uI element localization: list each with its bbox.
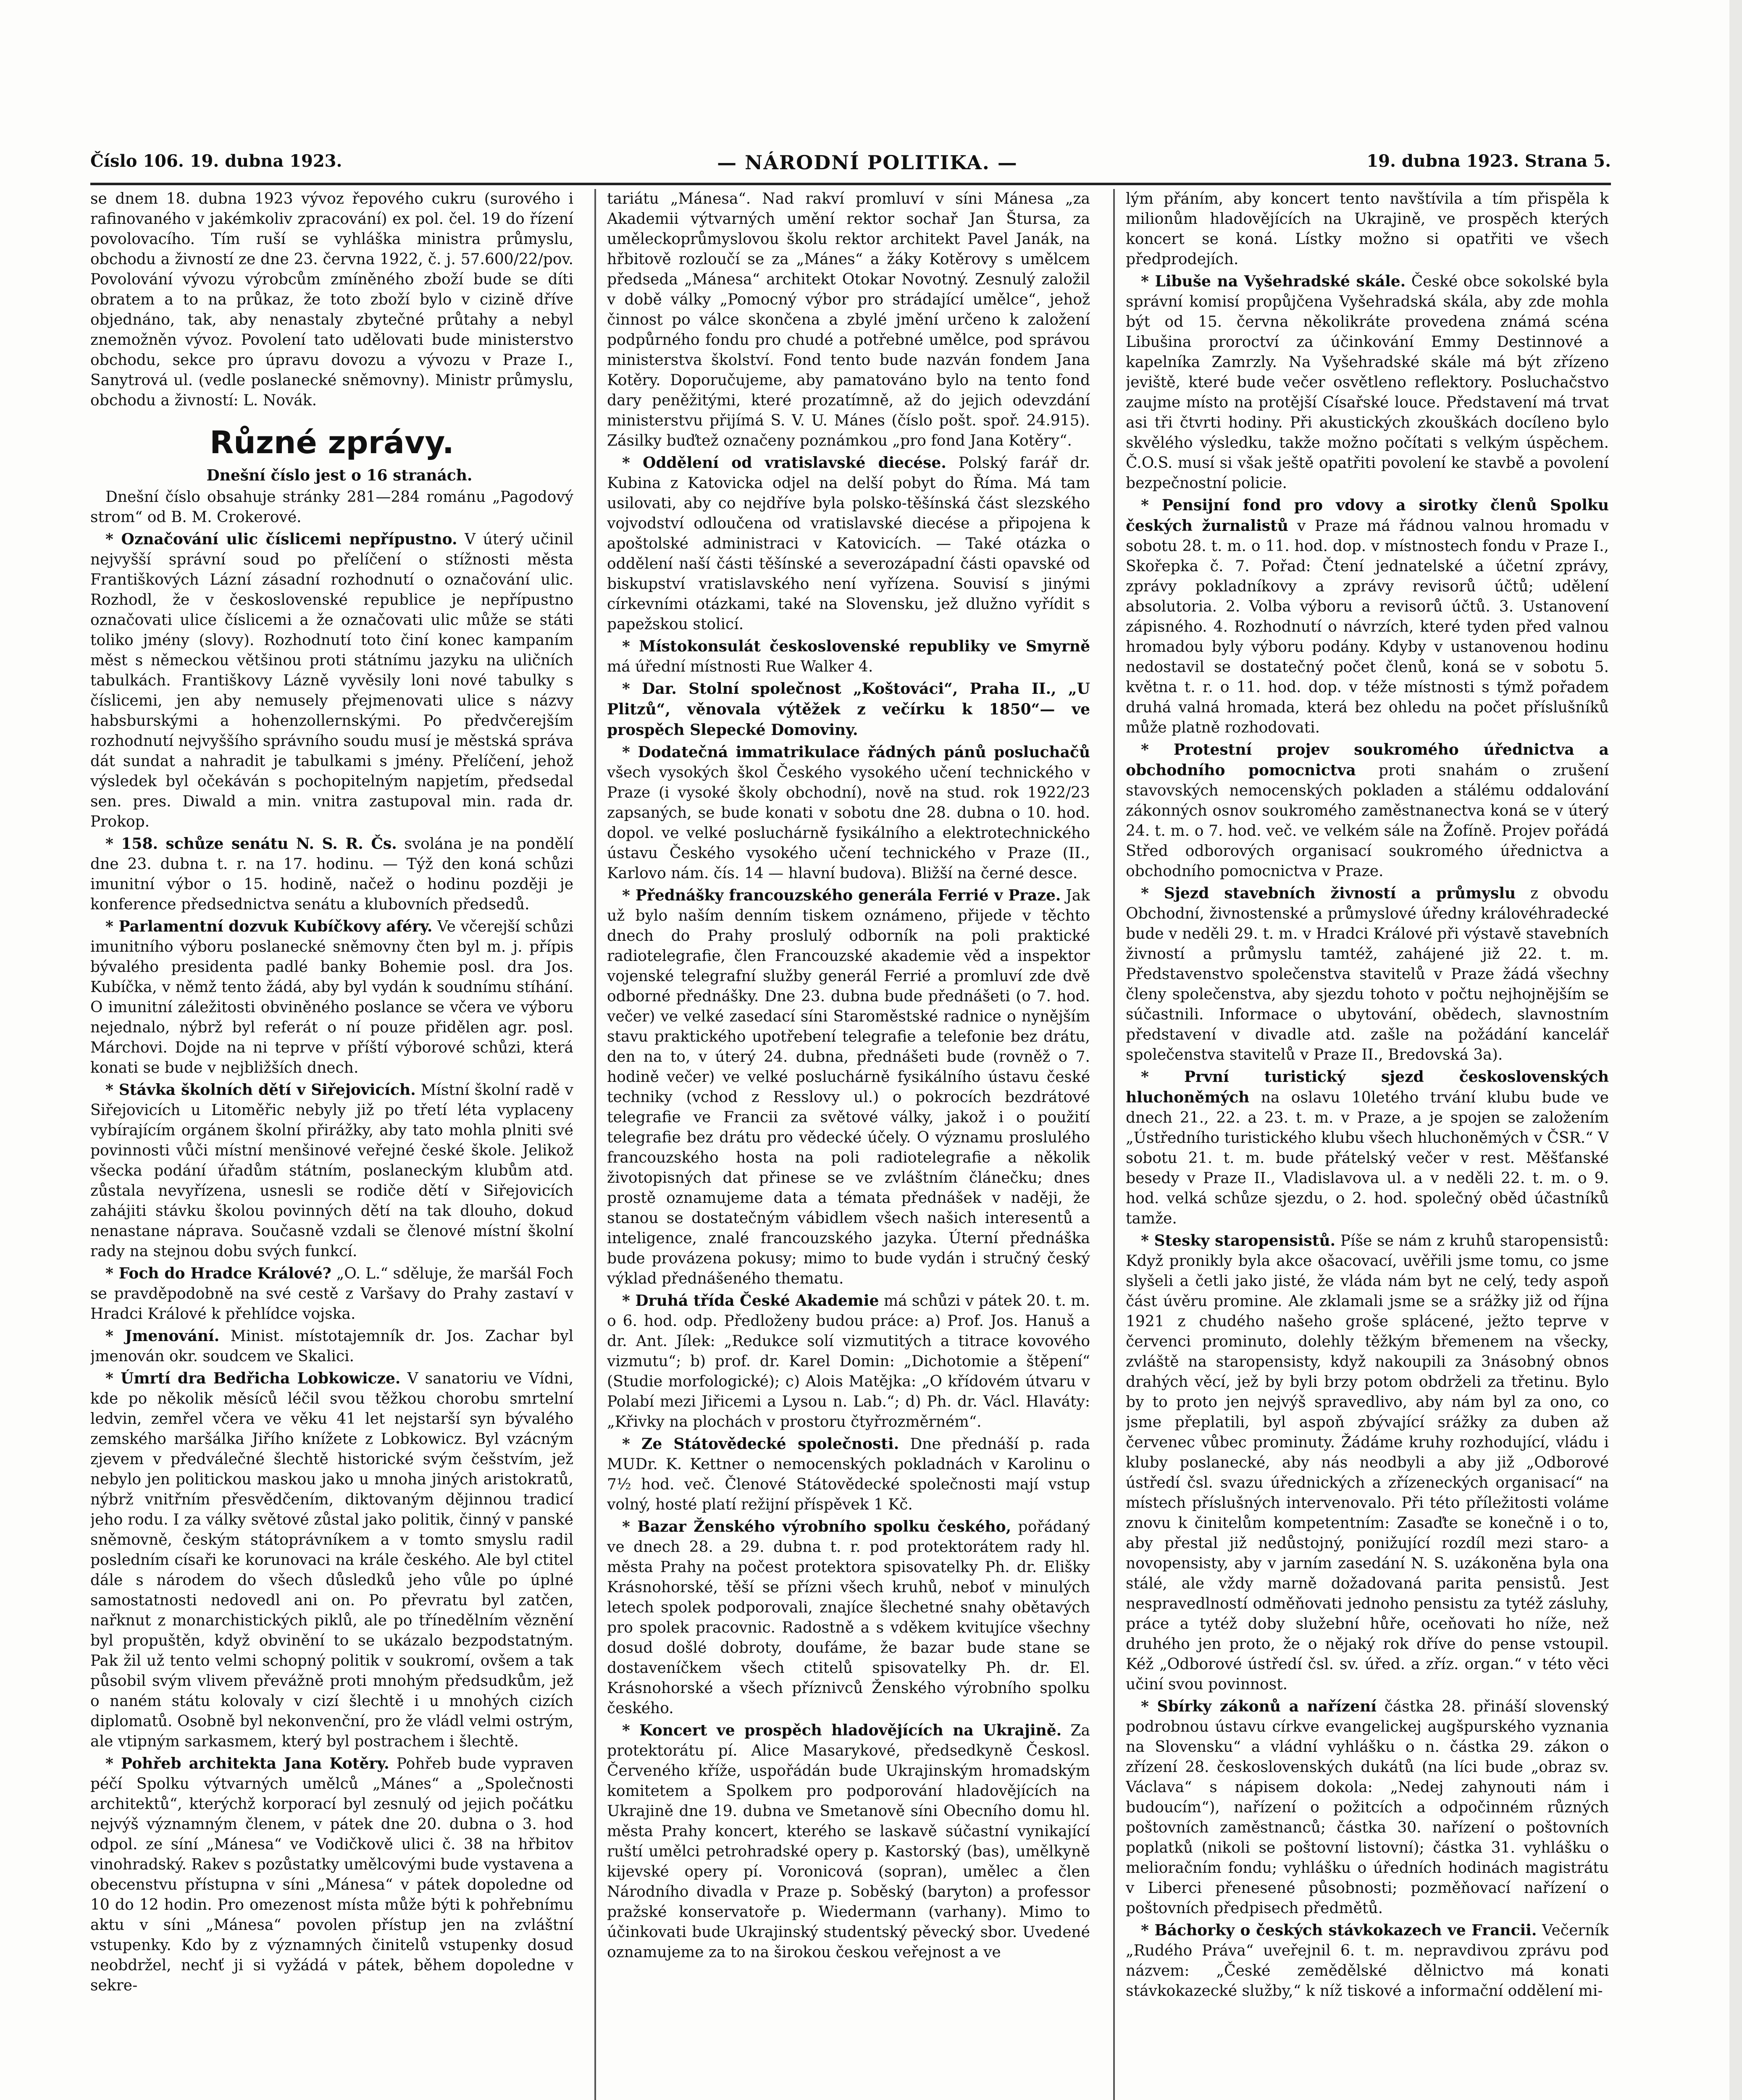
news-item-lead: * Parlamentní dozvuk Kubíčkovy aféry.: [105, 918, 433, 935]
column-1: [90, 189, 573, 2100]
issue-info: Číslo 106. 19. dubna 1923.: [90, 151, 342, 171]
news-item-lead: * Označování ulic číslicemi nepřípustno.: [105, 530, 457, 548]
column-2: [607, 189, 1090, 2100]
news-item: [607, 1291, 1090, 1432]
news-item: [607, 679, 1090, 740]
news-item-text: Za protektorátu pí. Alice Masarykové, předsedkyně Českosl. Červeného kříže, uspořádán bude Ukrajinským hromadským komitetem a Spolkem pro podporování hladovějících na Ukrajině dne 19. dubna ve Smetanově síni Obecního domu hl. města Prahy koncert, kterého se laskavě súčastní vynikající ruští umělci petrohradské opery p. Kastorský (bas), umělkyně kijevské opery pí. Voronicová (sopran), umělec a člen Národního divadla v Praze p. Soběský (baryton) a professor pražské konservatoře p. Wiedermann (varhany). Mimo to účinkovati bude Ukrajinský studentský pěvecký sbor. Uvedené oznamujeme za to na širokou českou veřejnost a ve: [607, 1722, 1090, 1961]
news-item: [607, 636, 1090, 677]
newspaper-title: — NÁRODNÍ POLITIKA. —: [717, 151, 1018, 174]
section-title: Různé zprávy.: [210, 425, 454, 461]
news-item-lead: * Pohřeb architekta Jana Kotěry.: [105, 1755, 389, 1772]
news-item-text: všech vysokých škol Českého vysokého učení technického v Praze (i vysoké školy obchodní), nově na stud. rok 1922/23 zapsaných, se bude konati v sobotu dne 28. dubna o 10. hod. dopol. ve velké posluchárně fysikálního a elektrotechnického ústavu Českého vysokého učení technického v Praze (II., Karlovo nám. čís. 14 — hlavní budova). Bližší na černé desce.: [607, 764, 1090, 882]
column-divider: [594, 189, 596, 2100]
news-item: [1126, 883, 1609, 1065]
news-item-text: „O. L.“ sděluje, že maršál Foch se pravděpodobně na své cestě z Varšavy do Prahy zastaví v Hradci Králové k přehlídce vojska.: [90, 1265, 573, 1323]
news-item-text: Polský farář dr. Kubina z Katovicka odjel na delší pobyt do Říma. Má tam usilovati, aby co nejdříve byla polsko-těšínská část slezského vojvodství odloučena od vratislavské diecése a připojena k apoštolské administraci v Katovicích. — Také otázka o oddělení naší části těšínské a severozápadní části opavské od biskupství vratislavského není vyřízena. Souvisí s jinými církevními otázkami, také na Slovensku, jež dlužno vyřídit s papežskou stolicí.: [607, 454, 1090, 633]
news-item: Dnešní číslo obsahuje stránky 281—284 románu „Pagodový strom“ od B. M. Crokerové.: [90, 488, 573, 526]
news-item-lead: * Oddělení od vratislavské diecése.: [622, 454, 946, 472]
news-item-text: má úřední místnosti Rue Walker 4.: [607, 658, 873, 675]
news-item-lead: * Dar. Stolní společnost „Koštováci“, Praha II., „U Plitzů“, věnovala výtěžek z večírku k 1850“— ve prospěch Slepecké Domoviny.: [607, 680, 1090, 739]
news-item: [607, 1434, 1090, 1515]
news-item-text: České obce sokolské byla správní komisí propůjčena Vyšehradská skála, aby zde mohla být od 15. června několikráte provedena známá scéna Libušina proroctví za účinkování Emmy Destinnové a kapelníka Zamrzly. Na Vyšehradské skále má být zřízeno jeviště, které bude večer osvětleno reflektory. Posluchačstvo zaujme místo na protější Císařské louce. Představení má trvat asi tři čtvrti hodiny. Při akustických zkouškách docíleno bylo skvělého výsledku, takže možno počítati s velkým úspěchem. Č.O.S. musí si však ještě opatřiti povolení ke stavbě a povolení bezpečnostní policie.: [1126, 273, 1609, 492]
news-item: [1126, 1696, 1609, 1919]
news-item: [607, 1720, 1090, 1963]
subheading: Dnešní číslo jest o 16 stranách.: [206, 467, 473, 484]
news-item-lead: * Jmenování.: [105, 1327, 220, 1345]
news-item-text: proti snahám o zrušení stavovských nemocenských pokladen a stálému oddalování zákonných osnov soukromého zaměstnanectva koná se v úterý 24. t. m. o 7. hod. več. ve velkém sále na Žofíně. Projev pořádá Střed odborových organisací soukromého úřednictva a obchodního pomocnictva v Praze.: [1126, 762, 1609, 880]
news-item-text: pořádaný ve dnech 28. a 29. dubna t. r. pod protektorátem rady hl. města Prahy na počest protektora spisovatelky Ph. dr. Elišky Krásnohorské, těší se přízni všech kruhů, neboť v minulých letech spolek podporovali, znajíce šlechetné snahy obětavých pro spolek pracovnic. Radostně a s vděkem kvitujíce všechny dosud došlé dobroty, doufáme, že bazar bude stane se dostaveníčkem všech ctitelů spisovatelky Ph. dr. El. Krásnohorské a všech příznivců Ženského výrobního spolku českého.: [607, 1518, 1090, 1717]
news-item-text: Píše se nám z kruhů staropensistů: Když pronikly byla akce ošacovací, uvěřili jsme tomu, co jsme slyšeli a četli jako jisté, že vláda nám byt ne celý, tedy aspoň část úvěru promine. Ale zklamali jsme se a srážky již od října 1921 z chudého našeho groše splácené, ježto teprve v červenci prominuto, dolehly těžkým břemenem na všecky, zvláště na staropensisty, když nakoupili za 3násobný obnos drahých věcí, jež by byli brzy potom obdrželi za třetinu. Bylo by to proto jen nejvýš spravedlivo, aby nám byl za ono, co jsme přeplatili, byl aspoň zbývající srážky za duben až červenec vůbec prominuty. Žádáme kruhy rozhodující, vládu i kluby poslanecké, aby nás neodbyli a aby již „Odborové ústředí čsl. svazu úřednických a zřízeneckých organisací“ na místech příslušných intervenovalo. Při této příležitosti voláme znovu k činitelům kompetentním: Zasaďte se konečně i o to, aby přestal již nedůstojný, ponižující rozdíl mezi staro- a novopensisty, aby v jarním zasedání N. S. uzákoněna byla ona stálé, ale vždy marně dožadovaná parita pensistů. Jest nespravedlností odměňovati jednoho pensistu za tytéž zásluhy, práce a tytéž doby služební hůře, oceňovati ho níže, než druhého jen proto, že o nějaký rok dříve do pense vstoupil. Kéž „Odborové ústředí čsl. sv. úřed. a zříz. organ.“ v této věci učiní svou povinnost.: [1126, 1232, 1609, 1693]
news-item: [607, 453, 1090, 635]
news-item-lead: * Báchorky o českých stávkokazech ve Francii.: [1141, 1922, 1537, 1939]
news-item: [1126, 495, 1609, 738]
news-item-lead: * Libuše na Vyšehradské skále.: [1141, 273, 1406, 290]
news-item: [607, 1517, 1090, 1719]
news-item: [90, 916, 573, 1078]
news-item-lead: * Přednášky francouzského generála Ferrié v Praze.: [622, 887, 1061, 904]
news-item: [1126, 1067, 1609, 1229]
news-item-lead: * 158. schůze senátu N. S. R. Čs.: [105, 835, 397, 853]
article-continuation: tariátu „Mánesa“. Nad rakví promluví v síni Mánesa „za Akademii výtvarných umění rektor sochař Jan Štursa, za uměleckoprůmyslovou školu rektor architekt Pavel Janák, na hřbitově rozloučí se za „Mánes“ a žáky Kotěrovy s umělcem předseda „Mánesa“ architekt Otokar Novotný. Zesnulý založil v době války „Pomocný výbor pro strádající umělce“, jehož činnost po válce skončena a zbylé jmění určeno k založení podpůrného fondu pro chudé a potřebné umělce, pod správou ministerstva školství. Fond tento bude nazván fondem Jana Kotěry. Doporučujeme, aby pamatováno bylo na tento fond dary peněžitými, které prozatímně, až do jejich odevzdání ministerstvu přijímá S. V. U. Mánes (číslo pošt. spoř. 24.915). Zásilky buďtež označeny poznámkou „pro fond Jana Kotěry“.: [607, 190, 1090, 449]
news-item-lead: * Koncert ve prospěch hladovějících na Ukrajině.: [622, 1722, 1062, 1739]
article-continuation: lým přáním, aby koncert tento navštívila a tím přispěla k milionům hladovějících na Ukrajině, ve prospěch kterých koncert se koná. Lístky možno si opatřiti ve všech předprodejích.: [1126, 190, 1609, 268]
page-date-number: 19. dubna 1923. Strana 5.: [1366, 151, 1611, 171]
article-continuation: se dnem 18. dubna 1923 vývoz řepového cukru (surového i rafinovaného v jakémkoliv zpracování) ex pol. čel. 19 do řízení povolovacího. Tím ruší se vyhláška ministra průmyslu, obchodu a živností ze dne 23. června 1922, č. j. 57.600/22/pov. Povolování vývozu výrobcům zmíněného zboží bude se díti obratem a to na průkaz, že toto zboží bylo v cizině dříve objednáno, tak, aby nenastaly zbytečné průtahy a nebyl znemožněn vývoz. Povolení tato udělovati bude ministerstvo obchodu, sekce pro úpravu dovozu a vývozu v Praze I., Sanytrová ul. (vedle poslanecké sněmovny). Ministr průmyslu, obchodu a živností: L. Novák.: [90, 190, 573, 409]
news-item-text: V sanatoriu ve Vídni, kde po několik měsíců léčil svou těžkou chorobu smrtelní ledvin, zemřel včera ve věku 41 let nejstarší syn bývalého zemského maršálka Jiřího knížete z Lobkowicz. Byl vzácným zjevem v předválečné šlechtě historické svým češstvím, jež nebylo jen politickou maskou jako u mnoha jiných aristokratů, nýbrž vnitřním přesvědčením, diktovaným dějinnou tradicí jeho rodu. I za války světové zůstal jako politik, činný v panské sněmovně, českým státoprávníkem a v tomto smyslu radil posledním císaři ke korunovaci na krále českého. Ale byl ctitel dále s národem do všech důsledků jeho vůle po úplné samostatnosti nedovedl ani on. Po převratu byl zatčen, nařknut z monarchistických piklů, ale po třínedělním věznění byl propuštěn, když obvinění to se ukázalo bezpodstatným. Pak žil už tento velmi schopný politik v soukromí, ovšem a tak působil svým vlivem převážně proti mnohým předsudkům, jež o naném státu kolovaly v cizí šlechtě i u mnohých cizích diplomatů. Osobně byl nekonvenční, pro že vládl velmi ostrým, ale vtipným sarkasmem, který byl postrachem i šlechtě.: [90, 1370, 573, 1750]
page-edge: [1729, 0, 1742, 2100]
news-item: [90, 1368, 573, 1752]
news-item-lead: * Sjezd stavebních živností a průmyslu: [1141, 885, 1516, 902]
news-item-lead: * Stesky staropensistů.: [1141, 1232, 1336, 1250]
news-item: [607, 885, 1090, 1289]
news-item-lead: * Foch do Hradce Králové?: [105, 1265, 331, 1282]
news-item-text: svolána je na pondělí dne 23. dubna t. r. na 17. hodinu. — Týž den koná schůzi imunitní výbor o 15. hodině, načež o hodinu později je konference předsednictva senátu a klubovních předsedů.: [90, 835, 573, 913]
news-item-text: Jak už bylo naším denním tiskem oznámeno, přijede v těchto dnech do Prahy proslulý odborník na poli praktické radiotelegrafie, člen Francouzské akademie věd a inspektor vojenské telegrafní služby generál Ferrié a promluví zde dvě odborné přednášky. Dne 23. dubna bude přednášeti (o 7. hod. večer) ve velké zasedací síni Staroměstské radnice o nynějším stavu praktického upotřebení telegrafie a telefonie bez drátu, den na to, v úterý 24. dubna, přednášeti bude (rovněž o 7. hodině večer) ve velké posluchárně fysikálního ústavu české techniky (vchod z Resslovy ul.) o pokrocích bezdrátové telegrafie ve Francii za světové války, jakož i o použití telegrafie bez drátu pro vědecké účely. O významu proslulého francouzského hosta na poli radiotelegrafie a několik životopisných dat přinese se ve zvláštním článečku; dnes prostě oznamujeme data a témata přednášek v naději, že stanou se dostatečným vábidlem všech našich interesentů a inteligence, znalé francouzského jazyka. Úterní přednáška bude provázena pokusy; mimo to bude vydán i stručný český výklad přednášeného thematu.: [607, 887, 1090, 1287]
news-item: [1126, 1231, 1609, 1695]
news-item-text: Dne přednáší p. rada MUDr. K. Kettner o nemocenských pokladnách v Karolinu o 7½ hod. več. Členové Státovědecké společnosti mají vstup volný, hosté platí režijní příspěvek 1 Kč.: [607, 1436, 1090, 1513]
news-item-text: Pohřeb bude vypraven péčí Spolku výtvarných umělců „Mánes“ a „Společnosti architektů“, kterýchž korporací byl zesnulý od jejich počátku nejvýš významným členem, v pátek dne 20. dubna o 3. hod odpol. ze síní „Mánesa“ ve Vodičkově ulici č. 38 na hřbitov vinohradský. Rakev s pozůstatky umělcovými bude vystavena a obecenstvu přístupna v síni „Mánesa“ v pátek dopoledne od 10 do 12 hodin. Pro omezenost místa může býti k pohřebnímu aktu v síni „Mánesa“ povolen přístup jen na zvláštní vstupenky. Kdo by z významných činitelů vstupenky dosud neobdržel, nechť ji si vyžádá v pátek, během dopoledne v sekre-: [90, 1755, 573, 1994]
news-item-text: Minist. místotajemník dr. Jos. Zachar byl jmenován okr. soudcem ve Skalici.: [90, 1328, 573, 1365]
news-item-text: Místní školní radě v Siřejovicích u Litoměřic nebyly již po třetí léta vyplaceny vybírajícím orgánem školní přirážky, aby tato mohla plniti své povinnosti vůči místní menšinové veřejné české škole. Jelikož všecka podání úřadům státním, poslaneckým klubům atd. zůstala nevyřízena, usnesli se rodiče dětí v Siřejovicích zahájiti stávku školou povinných dětí na tak dlouho, dokud nenastane náprava. Současně vzdali se členové místní školní rady na stejnou dobu svých funkcí.: [90, 1082, 573, 1260]
news-item: [90, 1326, 573, 1367]
news-item-text: V úterý učinil nejvyšší správní soud po přelíčení o stížnosti města Františkových Lázní zásadní rozhodnutí o označování ulic. Rozhodl, že v československé republice je nepřípustno označovati ulice číslicemi a že označovati ulic může se státi toliko jmény (slovy). Rozhodnutí toto činí konec kampaním měst s německou většinou proti státnímu jazyku na uličních tabulkách. Františkovy Lázně vyvěsily loni nové tabulky s číslicemi, jen aby nemusely přejmenovati ulice s názvy habsburskými a hohenzollernskými. Po předvčerejším rozhodnutí nejvyššího správního soudu musí je městská správa dát sundat a nahradit je tabulkami s jmény. Přelíčení, jehož výsledek byl očekáván s pochopitelným napjetím, předsedal sen. pres. Diwald a min. vnitra zastupoval min. rada dr. Prokop.: [90, 531, 573, 830]
news-item: [90, 1080, 573, 1262]
news-item-lead: * Pensijní fond pro vdovy a sirotky členů Spolku českých žurnalistů: [1126, 496, 1609, 535]
column-3: [1126, 189, 1609, 2100]
news-item-text: částka 28. přináší slovenský podrobnou ústavu církve evangelickej augšpurského vyznania na Slovensku“ a vládní vyhlášku o n. částka 29. zákon o zřízení 28. československých dukátů (na líci bude „obraz sv. Václava“ s nápisem dokola: „Nedej zahynouti nám i budoucím“), nařízení o požitcích a odpočinném různých poštovních zaměstnanců; částka 30. nařízení o poštovních poplatků (nikoli se poštovní listovní); částka 31. vyhlášku o melioračním fondu; vyhlášku o úředních hodinách magistrátu v Liberci přenesené působnosti; pozměňovací nařízení o poštovních předpisech předmětů.: [1126, 1698, 1609, 1917]
column-divider: [1113, 189, 1115, 2100]
news-item: [90, 529, 573, 832]
news-item: [1126, 740, 1609, 882]
news-item-lead: * Ze Státovědecké společnosti.: [622, 1435, 899, 1453]
news-item: [90, 1754, 573, 1996]
news-item-lead: * Druhá třída České Akademie: [622, 1292, 879, 1310]
news-item-lead: * Místokonsulát československé republiky ve Smyrně: [622, 638, 1090, 655]
news-item: [90, 1263, 573, 1324]
news-item-lead: * Dodatečná immatrikulace řádných pánů posluchačů: [622, 743, 1090, 761]
news-item-lead: * Bazar Ženského výrobního spolku českého,: [622, 1518, 1012, 1536]
news-item-lead: * Sbírky zákonů a nařízení: [1141, 1698, 1377, 1715]
news-item-text: Večerník „Rudého Práva“ uveřejnil 6. t. m. nepravdivou zprávu pod názvem: „České zemědělské dělnictvo má konati stávkokazecké služby,“ k níž tiskové a informační oddělení mi-: [1126, 1922, 1609, 2000]
news-item-text: Ve včerejší schůzi imunitního výboru poslanecké sněmovny čten byl m. j. přípis bývalého presidenta padlé banky Bohemie posl. dra Jos. Kubíčka, v němž tento žádá, aby byl vydán k soudnímu stíhání. O imunitní záležitosti obviněného poslance se včera ve výboru nejednalo, nýbrž byl referát o ní pouze přidělen agr. posl. Márchovi. Dojde na ni teprve v příští výborové schůzi, která konati se bude v nejbližších dnech.: [90, 918, 573, 1076]
news-item-text: na oslavu 10letého trvání klubu bude ve dnech 21., 22. a 23. t. m. v Praze, a je spojen se založením „Ústředního turistického klubu všech hluchoněmých v ČSR.“ V sobotu 21. t. m. bude přátelský večer v rest. Měšťanské besedy v Praze II., Vladislavova ul. a v neděli 22. t. m. o 9. hod. velká schůze sjezdu, o 2. hod. společný oběd účastníků tamže.: [1126, 1089, 1609, 1227]
news-item: [1126, 271, 1609, 494]
news-item-text: z obvodu Obchodní, živnostenské a průmyslové úředny královéhradecké bude v neděli 29. t. m. v Hradci Králové při výstavě stavebních živností a průmyslu tamtéž, zahájené již 22. t. m. Představenstvo společenstva stavitelů v Praze žádá všechny členy společenstva, aby sjezdu tohoto v počtu nejhojnějším se súčastnili. Informace o ubytování, obědech, slavnostním představení v divadle atd. zašle na požádání kancelář společenstva stavitelů v Praze II., Bredovská 3a).: [1126, 885, 1609, 1063]
news-item-lead: * Stávka školních dětí v Siřejovicích.: [105, 1081, 416, 1099]
news-item: [607, 742, 1090, 884]
news-item-lead: * První turistický sjezd československých hluchoněmých: [1126, 1068, 1609, 1106]
news-item-lead: * Úmrtí dra Bedřicha Lobkowicze.: [105, 1370, 401, 1387]
news-item: [90, 834, 573, 915]
news-item: [1126, 1920, 1609, 2001]
news-item-lead: * Protestní projev soukromého úřednictva a obchodního pomocnictva: [1126, 741, 1609, 779]
news-item-text: v Praze má řádnou valnou hromadu v sobotu 28. t. m. o 11. hod. dop. v místnostech fondu v Praze I., Skořepka č. 7. Pořad: Čtení jednatelské a účetní zprávy, zprávy pokladníkovy a zprávy revisorů účtů; udělení absolutoria. 2. Volba výboru a revisorů účtů. 3. Ustanovení zápisného. 4. Rozhodnutí o návrzích, které tyden před valnou hromadou byly výboru podány. Kdyby v ustanovenou hodinu nedostavil se dostatečný počet členů, koná se v sobotu 5. května t. r. o 11. hod. dop. v téže místnosti s týmž pořadem druhá valná hromada, která bez ohledu na počet příslušníků může platně rozhodovati.: [1126, 517, 1609, 736]
header-rule: [90, 183, 1611, 185]
news-item-text: má schůzi v pátek 20. t. m. o 6. hod. odp. Předloženy budou práce: a) Prof. Jos. Hanuš a dr. Ant. Jílek: „Redukce solí vizmutitých a titrace kovového vizmutu“; b) prof. dr. Karel Domin: „Dichotomie a štěpení“ (Studie morfologické); c) Alois Matějka: „O křídovém útvaru v Polabí mezi Jiřicemi a Lysou n. Lab.“; d) Ph. dr. Václ. Hlaváty: „Křivky na plochách v prostoru čtyřrozměrném“.: [607, 1292, 1090, 1431]
